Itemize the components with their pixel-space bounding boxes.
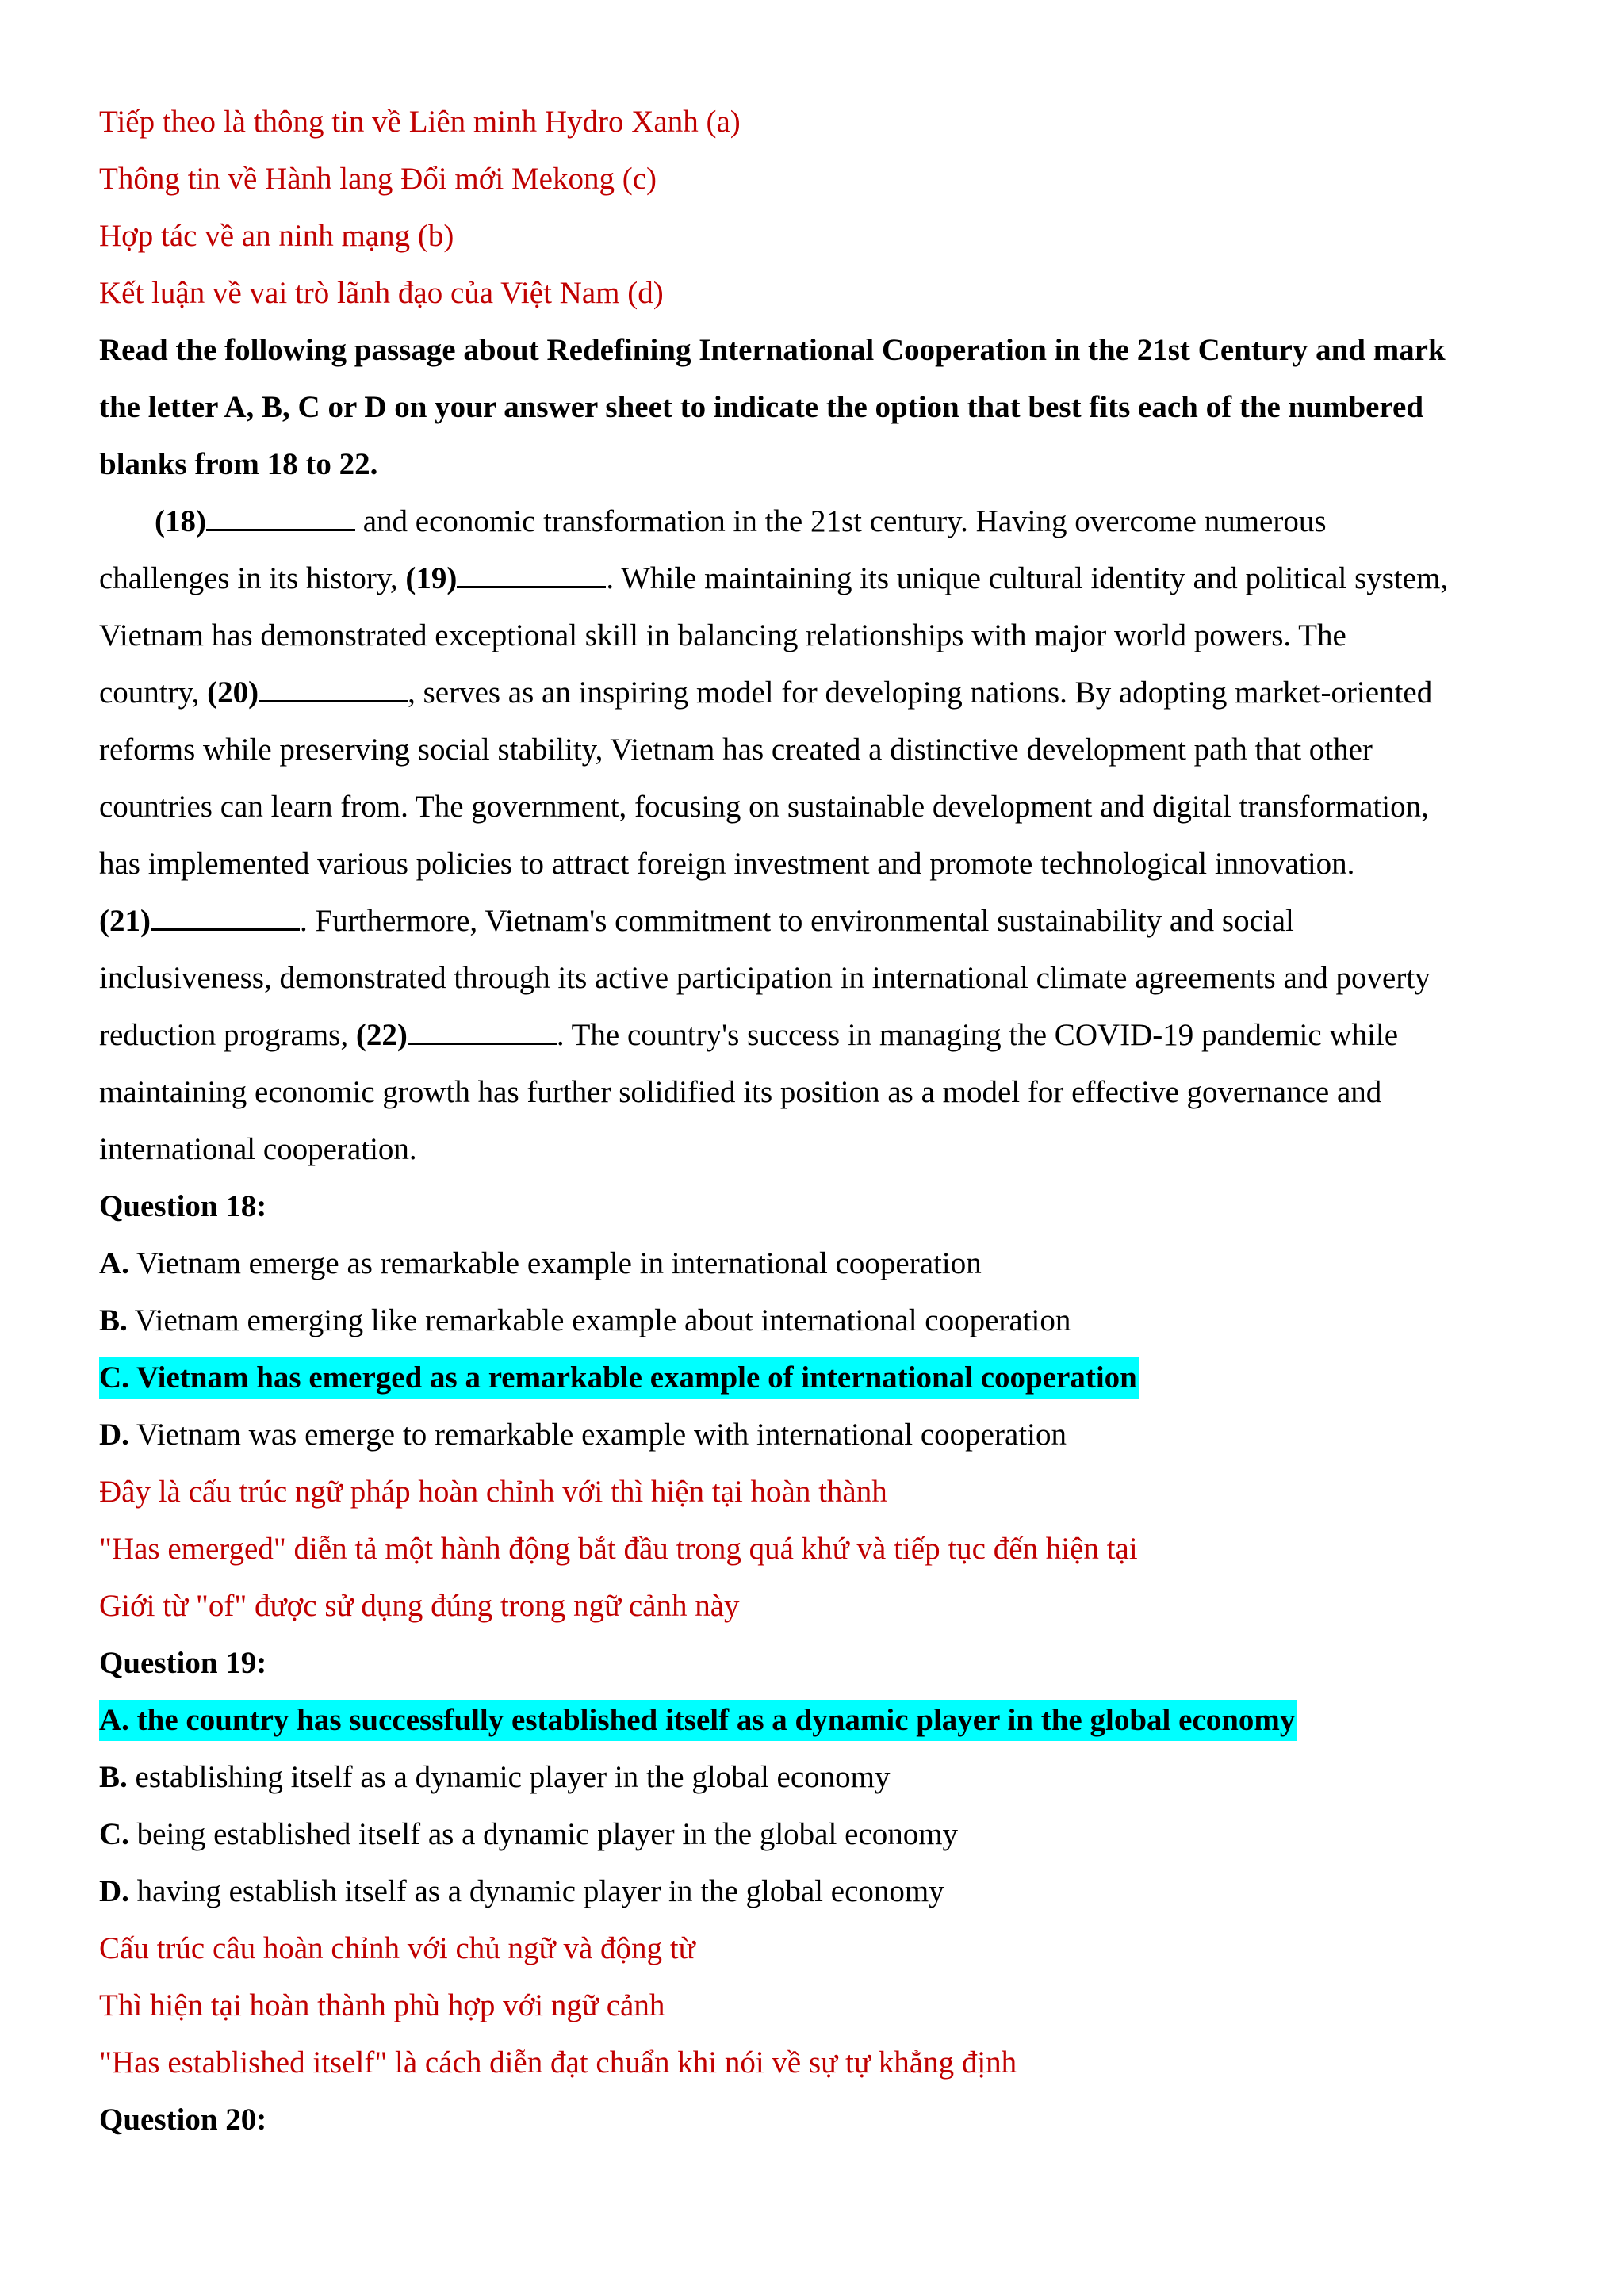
option-text: Vietnam emerge as remarkable example in international cooperation bbox=[128, 1246, 982, 1280]
q19-option-a bbox=[99, 1692, 1550, 1749]
blank-number-21: (21) bbox=[99, 904, 151, 938]
question-20-title: Question 20: bbox=[99, 2103, 267, 2137]
option-letter: B. bbox=[99, 1760, 128, 1794]
q18-option-c bbox=[99, 1349, 1550, 1406]
passage-line bbox=[99, 550, 1550, 607]
option-text: being established itself as a dynamic player in the global economy bbox=[128, 1817, 959, 1851]
blank-18 bbox=[206, 502, 355, 531]
passage-line bbox=[99, 664, 1550, 721]
option-text: having establish itself as a dynamic player in the global economy bbox=[128, 1874, 944, 1908]
question-19-title: Question 19: bbox=[99, 1646, 267, 1680]
q18-option-a bbox=[99, 1235, 1550, 1292]
option-letter: A. bbox=[99, 1246, 129, 1280]
passage-line: has implemented various policies to attract foreign investment and promote technological innovation. bbox=[99, 847, 1355, 881]
passage-line: inclusiveness, demonstrated through its active participation in international climate agreements and poverty bbox=[99, 961, 1431, 995]
passage-line: countries can learn from. The government, focusing on sustainable development and digital transformation, bbox=[99, 790, 1429, 824]
question-18-title: Question 18: bbox=[99, 1189, 267, 1223]
blank-number-18: (18) bbox=[155, 504, 206, 538]
passage-text: . Furthermore, Vietnam's commitment to environmental sustainability and social bbox=[299, 904, 1294, 938]
blank-19 bbox=[457, 559, 606, 588]
option-letter: B. bbox=[99, 1303, 128, 1337]
blank-21 bbox=[151, 901, 300, 931]
blank-20 bbox=[259, 673, 408, 702]
q18-option-d bbox=[99, 1406, 1550, 1464]
note-line: Hợp tác về an ninh mạng (b) bbox=[99, 219, 454, 253]
option-text: establishing itself as a dynamic player in the global economy bbox=[127, 1760, 891, 1794]
note-line: Kết luận về vai trò lãnh đạo của Việt Nam (d) bbox=[99, 276, 664, 310]
passage-line: international cooperation. bbox=[99, 1132, 417, 1166]
document-page bbox=[99, 94, 1550, 2149]
correct-answer-highlight: C. Vietnam has emerged as a remarkable example of international cooperation bbox=[99, 1357, 1139, 1399]
explanation-line: Cấu trúc câu hoàn chỉnh với chủ ngữ và động từ bbox=[99, 1931, 695, 1965]
explanation-line: Thì hiện tại hoàn thành phù hợp với ngữ cảnh bbox=[99, 1988, 665, 2022]
explanation-line: "Has established itself" là cách diễn đạt chuẩn khi nói về sự tự khẳng định bbox=[99, 2045, 1017, 2080]
explanation-line: Giới từ "of" được sử dụng đúng trong ngữ cảnh này bbox=[99, 1589, 740, 1623]
passage-text: challenges in its history, bbox=[99, 561, 406, 595]
explanation-line: "Has emerged" diễn tả một hành động bắt đầu trong quá khứ và tiếp tục đến hiện tại bbox=[99, 1532, 1138, 1566]
correct-answer-highlight: A. the country has successfully established itself as a dynamic player in the global economy bbox=[99, 1700, 1297, 1741]
passage-text: , serves as an inspiring model for developing nations. By adopting market-oriented bbox=[408, 675, 1433, 710]
passage-line bbox=[99, 893, 1550, 950]
passage-line bbox=[99, 1007, 1550, 1064]
blank-number-22: (22) bbox=[355, 1018, 408, 1052]
blank-22 bbox=[408, 1016, 557, 1045]
passage-line: maintaining economic growth has further solidified its position as a model for effective governance and bbox=[99, 1075, 1382, 1109]
q19-option-b bbox=[99, 1749, 1550, 1806]
option-text: Vietnam emerging like remarkable example about international cooperation bbox=[127, 1303, 1071, 1337]
passage-line bbox=[99, 493, 1550, 550]
instruction-line: Read the following passage about Redefining International Cooperation in the 21st Century and mark bbox=[99, 333, 1446, 367]
note-line: Thông tin về Hành lang Đổi mới Mekong (c) bbox=[99, 162, 657, 196]
option-letter: D. bbox=[99, 1418, 129, 1452]
passage-text: country, bbox=[99, 675, 208, 710]
explanation-line: Đây là cấu trúc ngữ pháp hoàn chỉnh với thì hiện tại hoàn thành bbox=[99, 1475, 887, 1509]
passage-line: reforms while preserving social stability, Vietnam has created a distinctive development path that other bbox=[99, 733, 1373, 767]
instruction-line: blanks from 18 to 22. bbox=[99, 447, 378, 481]
note-line: Tiếp theo là thông tin về Liên minh Hydro Xanh (a) bbox=[99, 105, 741, 139]
passage-text: . While maintaining its unique cultural identity and political system, bbox=[606, 561, 1449, 595]
option-letter: C. bbox=[99, 1817, 129, 1851]
passage-text: and economic transformation in the 21st century. Having overcome numerous bbox=[354, 504, 1327, 538]
blank-number-19: (19) bbox=[405, 561, 458, 595]
q18-option-b bbox=[99, 1292, 1550, 1349]
option-letter: D. bbox=[99, 1874, 129, 1908]
blank-number-20: (20) bbox=[207, 675, 259, 710]
instruction-line: the letter A, B, C or D on your answer sheet to indicate the option that best fits each of the numbered bbox=[99, 390, 1424, 424]
passage-text: . The country's success in managing the COVID-19 pandemic while bbox=[556, 1018, 1399, 1052]
q19-option-d bbox=[99, 1863, 1550, 1920]
passage-text: reduction programs, bbox=[99, 1018, 356, 1052]
q19-option-c bbox=[99, 1806, 1550, 1863]
passage-line: Vietnam has demonstrated exceptional skill in balancing relationships with major world powers. The bbox=[99, 618, 1346, 652]
option-text: Vietnam was emerge to remarkable example with international cooperation bbox=[128, 1418, 1067, 1452]
